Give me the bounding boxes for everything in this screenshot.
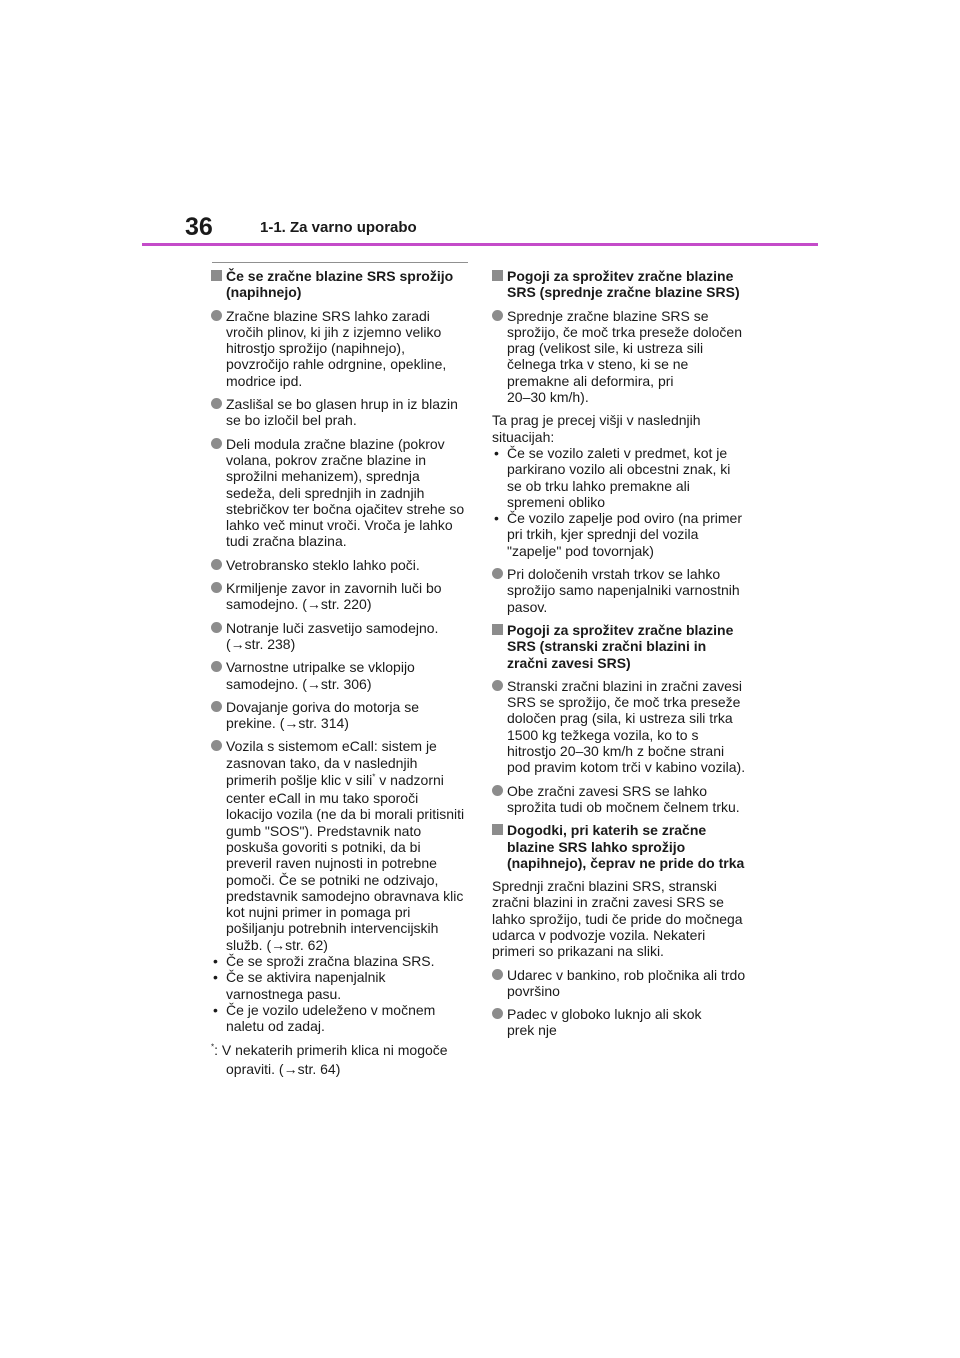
bullet-item: Pri določenih vrstah trkov se lahko sprožijo samo napenjalniki varnostnih pasov. [492, 566, 758, 615]
bullet-item: Krmiljenje zavor in zavornih luči bo samodejno. (→str. 220) [211, 580, 473, 613]
bullet-item: Stranski zračni blazini in zračni zavesi SRS se sprožijo, če moč trka preseže določen prag (sila, ki ustreza sili trka 1500 kg težkega vozila, ko to s hitrostjo 20–30 km/h z bočne strani pod pravim kotom trči v kabino vozila). [492, 678, 758, 776]
dash-bullet: • [494, 444, 499, 461]
square-bullet-icon [492, 624, 503, 635]
bullet-item: Deli modula zračne blazine (pokrov volana, pokrov zračne blazine in sprožilni mehanizem), sprednja sedeža, deli sprednjih in zadnjih stebričkov ter bočna ojačitev strehe so lahko več minut vroči. Vroča je lahko tudi zračna blazina. [211, 436, 473, 550]
bullet-item: Zaslišal se bo glasen hrup in iz blazin se bo izločil bel prah. [211, 396, 473, 429]
bullet-item: Udarec v bankino, rob pločnika ali trdo površino [492, 967, 758, 1000]
bullet-item: Obe zračni zavesi SRS se lahko sprožita tudi ob močnem čelnem trku. [492, 783, 758, 816]
circle-bullet-icon [211, 398, 222, 409]
dash-bullet: • [213, 1001, 218, 1018]
bullet-item: Padec v globoko luknjo ali skok prek nje [492, 1006, 758, 1039]
circle-bullet-icon [211, 310, 222, 321]
section-title: 1-1. Za varno uporabo [260, 219, 417, 236]
circle-bullet-icon [211, 740, 222, 751]
heading-airbag-deploy: Če se zračne blazine SRS sprožijo (napihnejo) [211, 268, 473, 301]
circle-bullet-icon [211, 701, 222, 712]
bullet-item: Notranje luči zasvetijo samodejno. (→str. 238) [211, 620, 473, 653]
dash-bullet: • [213, 969, 218, 986]
dash-list-item: • Če se sproži zračna blazina SRS. [213, 952, 435, 969]
bullet-item-ecall: Vozila s sistemom eCall: sistem je zasnovan tako, da v naslednjih primerih pošlje klic v sili* v nadzorni center eCall in mu tako sporoči lokacijo vozila (ne da bi morali pritisniti gumb "SOS"). Predstavnik nato poskuša govoriti s potniki, da bi preveril raven nujnosti in potrebne pomoči. Če se potniki ne odzivajo, predstavnik samodejno obravnava klic kot nujni primer in pomaga pri pošiljanju potrebnih intervencijskih služb. (→str. 62) [211, 738, 473, 953]
circle-bullet-icon [492, 1008, 503, 1019]
bullet-item: Vetrobransko steklo lahko poči. [211, 557, 473, 573]
circle-bullet-icon [492, 310, 503, 321]
footnote-mark: * [372, 772, 376, 782]
circle-bullet-icon [492, 680, 503, 691]
bullet-item: Sprednje zračne blazine SRS se sprožijo, če moč trka preseže določen prag (velikost sile, ki ustreza sili čelnega trka v steno, ki se ne premakne ali deformira, pri 20–30 km/h). [492, 308, 758, 406]
square-bullet-icon [492, 270, 503, 281]
square-bullet-icon [211, 270, 222, 281]
bullet-item: Zračne blazine SRS lahko zaradi vročih plinov, ki jih z izjemno veliko hitrostjo sprožijo (napihnejo), povzročijo rahle odrgnine, opekline, modrice ipd. [211, 308, 473, 389]
dash-list-item: • Če se vozilo zaleti v predmet, kot je parkirano vozilo ali obcestni znak, ki se ob trku lahko premakne ali spremeni obliko [494, 444, 731, 510]
circle-bullet-icon [492, 568, 503, 579]
right-column [492, 268, 758, 1046]
footnote: *: V nekaterih primerih klica ni mogoče opraviti. (→str. 64) [211, 1042, 448, 1078]
heading-no-collision-events: Dogodki, pri katerih se zračne blazine SRS lahko sprožijo (napihnejo), čeprav ne pride do trka [492, 822, 758, 871]
square-bullet-icon [492, 824, 503, 835]
circle-bullet-icon [211, 559, 222, 570]
heading-side-conditions: Pogoji za sprožitev zračne blazine SRS (stranski zračni blazini in zračni zavesi SRS) [492, 622, 758, 671]
circle-bullet-icon [211, 582, 222, 593]
page-number: 36 [185, 213, 213, 241]
dash-list-item: • Če vozilo zapelje pod oviro (na primer pri trkih, kjer sprednji del vozila "zapelje" pod tovornjak) [494, 510, 742, 559]
dash-list-item: • Če se aktivira napenjalnik varnostnega pasu. [213, 969, 386, 1002]
circle-bullet-icon [492, 969, 503, 980]
bullet-item: Dovajanje goriva do motorja se prekine. (→str. 314) [211, 699, 473, 732]
heading-frontal-conditions: Pogoji za sprožitev zračne blazine SRS (sprednje zračne blazine SRS) [492, 268, 758, 301]
bullet-item: Varnostne utripalke se vklopijo samodejno. (→str. 306) [211, 659, 473, 692]
dash-bullet: • [494, 510, 499, 527]
dash-bullet: • [213, 952, 218, 969]
left-column [211, 268, 473, 1086]
circle-bullet-icon [211, 661, 222, 672]
circle-bullet-icon [211, 438, 222, 449]
header-rule [142, 243, 818, 246]
circle-bullet-icon [492, 785, 503, 796]
dash-list-item: • Če je vozilo udeleženo v močnem naletu od zadaj. [213, 1001, 436, 1035]
column-rule [212, 262, 468, 263]
footnote-mark: * [211, 1042, 215, 1052]
paragraph: Ta prag je precej višji v naslednjih situacijah: [492, 412, 701, 445]
paragraph: Sprednji zračni blazini SRS, stranski zračni blazini in zračni zavesi SRS se lahko sprožijo, tudi če pride do močnega udarca v podvozje vozila. Nekateri primeri so prikazani na sliki. [492, 878, 743, 960]
circle-bullet-icon [211, 622, 222, 633]
